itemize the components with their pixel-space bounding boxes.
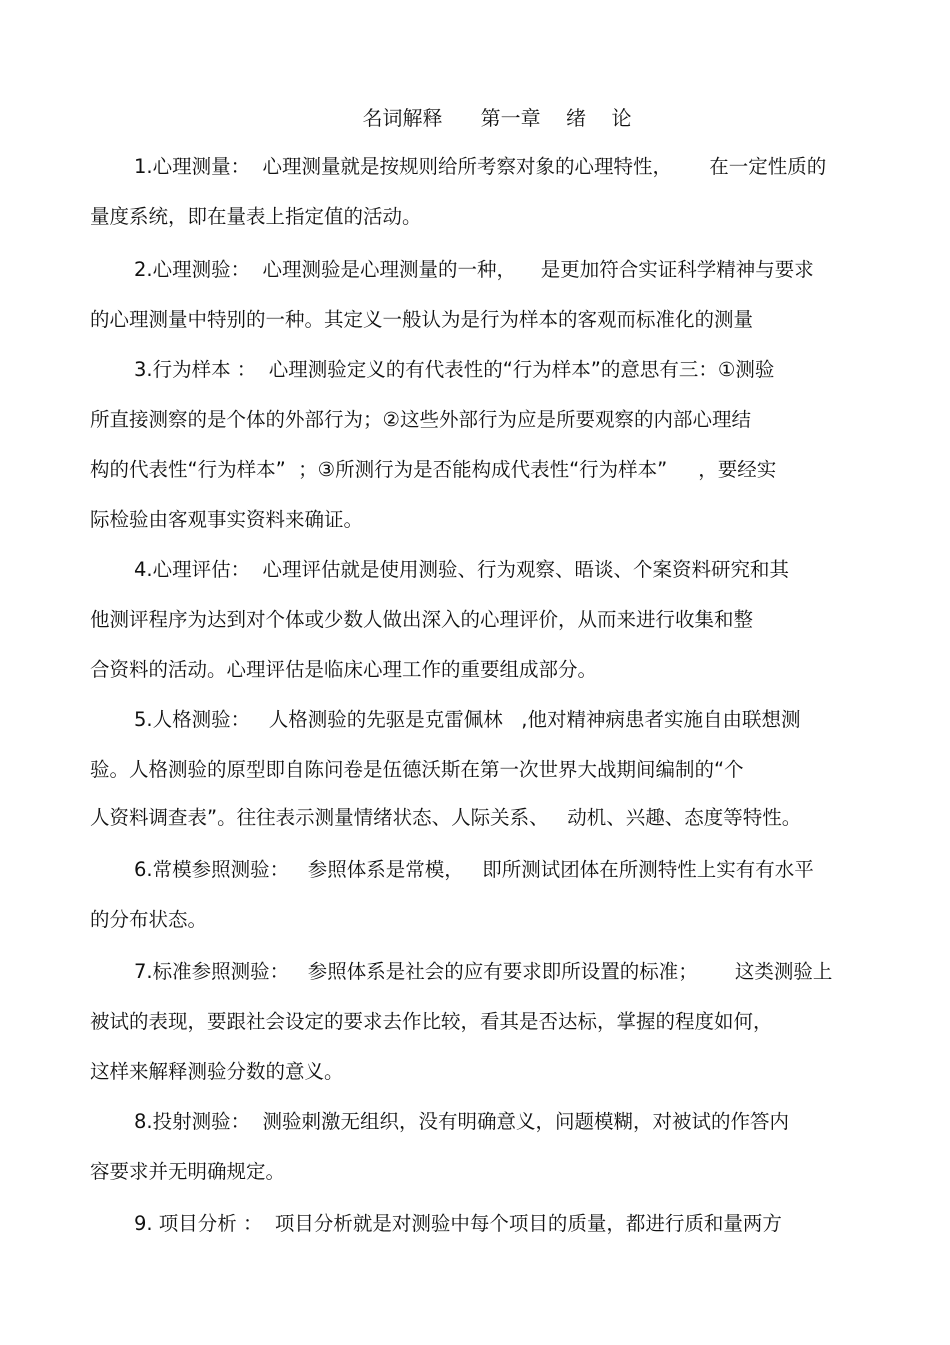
text-line: 5.人格测验： 人格测验的先驱是克雷佩林 ,他对精神病患者实施自由联想测 bbox=[134, 708, 801, 731]
text-line: 6.常模参照测验： 参照体系是常模， 即所测试团体在所测特性上实有有水平 bbox=[134, 858, 814, 881]
text-line: 的心理测量中特别的一种。其定义一般认为是行为样本的客观而标准化的测量 bbox=[90, 308, 754, 331]
text-line: 合资料的活动。心理评估是临床心理工作的重要组成部分。 bbox=[90, 658, 598, 681]
text-line: 1.心理测量： 心理测量就是按规则给所考察对象的心理特性， 在一定性质的 bbox=[134, 155, 827, 178]
text-line: 的分布状态。 bbox=[90, 908, 208, 931]
text-line: 构的代表性“行为样本” ；③所测行为是否能构成代表性“行为样本” ，要经实 bbox=[90, 458, 777, 481]
text-line: 人资料调查表”。往往表示测量情绪状态、人际关系、 动机、兴趣、态度等特性。 bbox=[90, 806, 802, 829]
text-line: 验。人格测验的原型即自陈问卷是伍德沃斯在第一次世界大战期间编制的“个 bbox=[90, 758, 744, 781]
text-line: 容要求并无明确规定。 bbox=[90, 1160, 286, 1183]
text-line: 这样来解释测验分数的意义。 bbox=[90, 1060, 344, 1083]
text-line: 8.投射测验： 测验刺激无组织，没有明确意义，问题模糊，对被试的作答内 bbox=[134, 1110, 790, 1133]
text-line: 他测评程序为达到对个体或少数人做出深入的心理评价，从而来进行收集和整 bbox=[90, 608, 754, 631]
text-line: 4.心理评估： 心理评估就是使用测验、行为观察、晤谈、个案资料研究和其 bbox=[134, 558, 790, 581]
text-line: 量度系统，即在量表上指定值的活动。 bbox=[90, 205, 422, 228]
text-line: 9. 项目分析 ： 项目分析就是对测验中每个项目的质量，都进行质和量两方 bbox=[134, 1212, 782, 1235]
text-line: 际检验由客观事实资料来确证。 bbox=[90, 508, 364, 531]
text-line: 所直接测察的是个体的外部行为；②这些外部行为应是所要观察的内部心理结 bbox=[90, 408, 751, 431]
page-title: 名词解释 第一章 绪 论 bbox=[362, 106, 632, 130]
text-line: 被试的表现，要跟社会设定的要求去作比较，看其是否达标，掌握的程度如何， bbox=[90, 1010, 773, 1033]
text-line: 7.标准参照测验： 参照体系是社会的应有要求即所设置的标准； 这类测验上 bbox=[134, 960, 833, 983]
text-line: 2.心理测验： 心理测验是心理测量的一种， 是更加符合实证科学精神与要求 bbox=[134, 258, 814, 281]
text-line: 3.行为样本 ： 心理测验定义的有代表性的“行为样本”的意思有三：①测验 bbox=[134, 358, 775, 381]
